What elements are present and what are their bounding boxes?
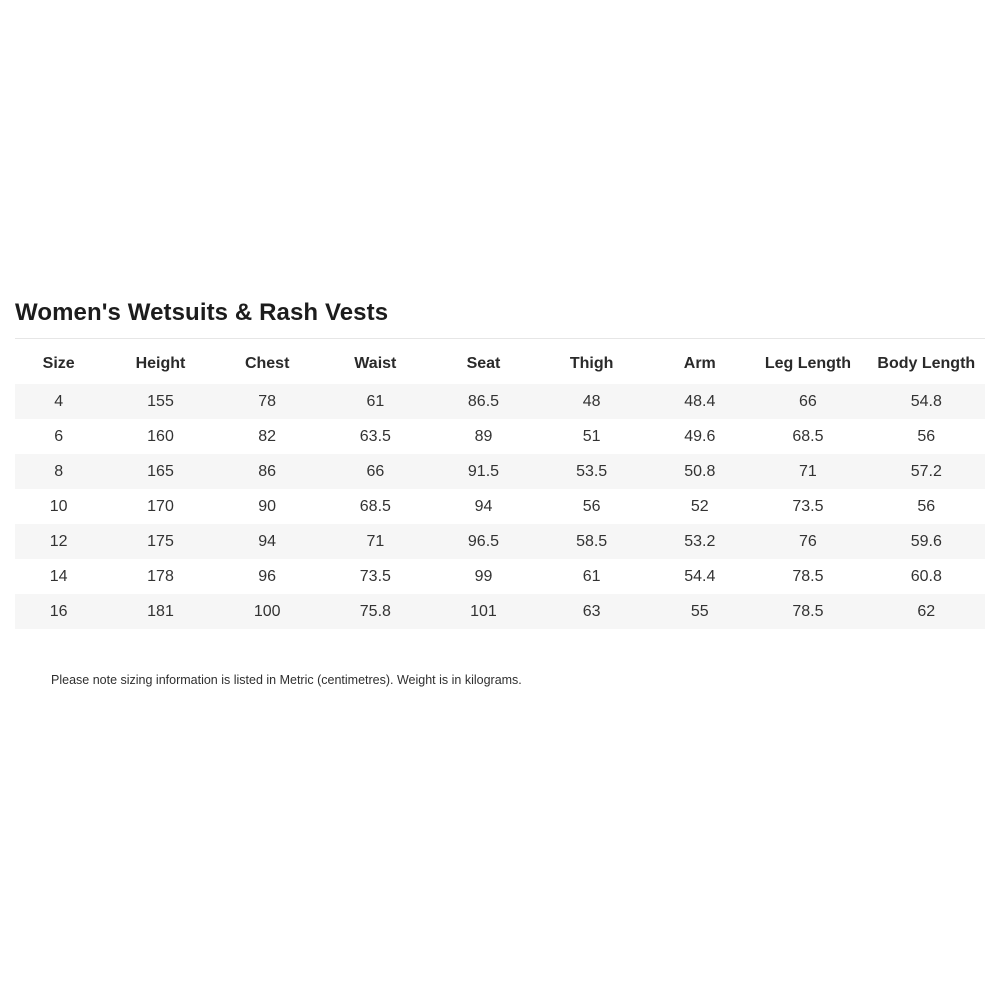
table-cell: 73.5 <box>316 559 435 594</box>
header-thigh: Thigh <box>569 355 614 372</box>
table-row <box>15 559 985 594</box>
table-cell: 4 <box>15 384 102 419</box>
table-cell: 63.5 <box>316 419 435 454</box>
table-cell: 73.5 <box>748 489 867 524</box>
table-cell: 61 <box>316 384 435 419</box>
table-cell: 75.8 <box>316 594 435 629</box>
table-cell: 59.6 <box>868 524 985 559</box>
table-cell: 68.5 <box>316 489 435 524</box>
table-cell: 96.5 <box>435 524 532 559</box>
table-cell: 91.5 <box>435 454 532 489</box>
table-cell: 14 <box>15 559 102 594</box>
table-cell: 49.6 <box>651 419 748 454</box>
table-cell: 51 <box>532 419 651 454</box>
table-cell: 82 <box>219 419 316 454</box>
table-cell: 78.5 <box>748 559 867 594</box>
table-cell: 71 <box>748 454 867 489</box>
table-cell: 71 <box>316 524 435 559</box>
table-cell: 94 <box>435 489 532 524</box>
table-row <box>15 594 985 629</box>
table-cell: 55 <box>651 594 748 629</box>
table-cell: 10 <box>15 489 102 524</box>
table-cell: 48 <box>532 384 651 419</box>
table-cell: 89 <box>435 419 532 454</box>
table-cell: 90 <box>219 489 316 524</box>
header-waist: Waist <box>354 355 397 372</box>
table-cell: 86.5 <box>435 384 532 419</box>
table-cell: 16 <box>15 594 102 629</box>
table-cell: 58.5 <box>532 524 651 559</box>
table-row <box>15 384 985 419</box>
table-cell: 53.5 <box>532 454 651 489</box>
title-divider <box>15 338 985 339</box>
table-cell: 181 <box>102 594 218 629</box>
table-cell: 61 <box>532 559 651 594</box>
header-seat: Seat <box>466 355 501 372</box>
table-cell: 94 <box>219 524 316 559</box>
table-cell: 56 <box>532 489 651 524</box>
table-cell: 60.8 <box>868 559 985 594</box>
table-cell: 48.4 <box>651 384 748 419</box>
table-cell: 56 <box>868 489 985 524</box>
header-leg-length: Leg Length <box>764 355 852 372</box>
table-cell: 52 <box>651 489 748 524</box>
table-cell: 178 <box>102 559 218 594</box>
table-cell: 175 <box>102 524 218 559</box>
header-body-length: Body Length <box>877 355 976 372</box>
page-title: Women's Wetsuits & Rash Vests <box>15 299 389 326</box>
table-cell: 54.4 <box>651 559 748 594</box>
size-chart-table <box>15 344 985 629</box>
table-cell: 78.5 <box>748 594 867 629</box>
table-cell: 8 <box>15 454 102 489</box>
table-cell: 12 <box>15 524 102 559</box>
table-cell: 57.2 <box>868 454 985 489</box>
table-cell: 66 <box>316 454 435 489</box>
table-cell: 99 <box>435 559 532 594</box>
table-header-row <box>15 344 985 384</box>
table-cell: 62 <box>868 594 985 629</box>
header-chest: Chest <box>244 355 290 372</box>
table-cell: 63 <box>532 594 651 629</box>
table-cell: 155 <box>102 384 218 419</box>
table-cell: 56 <box>868 419 985 454</box>
table-row <box>15 524 985 559</box>
table-cell: 100 <box>219 594 316 629</box>
table-cell: 76 <box>748 524 867 559</box>
table-cell: 96 <box>219 559 316 594</box>
table-row <box>15 489 985 524</box>
table-cell: 160 <box>102 419 218 454</box>
table-cell: 170 <box>102 489 218 524</box>
table-cell: 101 <box>435 594 532 629</box>
header-height: Height <box>135 355 186 372</box>
sizing-note: Please note sizing information is listed in Metric (centimetres). Weight is in kilograms. <box>51 673 522 687</box>
table-cell: 68.5 <box>748 419 867 454</box>
table-cell: 165 <box>102 454 218 489</box>
table-row <box>15 419 985 454</box>
table-cell: 50.8 <box>651 454 748 489</box>
table-cell: 6 <box>15 419 102 454</box>
table-cell: 66 <box>748 384 867 419</box>
table-cell: 86 <box>219 454 316 489</box>
header-arm: Arm <box>683 355 716 372</box>
header-size: Size <box>42 355 75 372</box>
table-cell: 53.2 <box>651 524 748 559</box>
table-cell: 78 <box>219 384 316 419</box>
table-row <box>15 454 985 489</box>
table-cell: 54.8 <box>868 384 985 419</box>
